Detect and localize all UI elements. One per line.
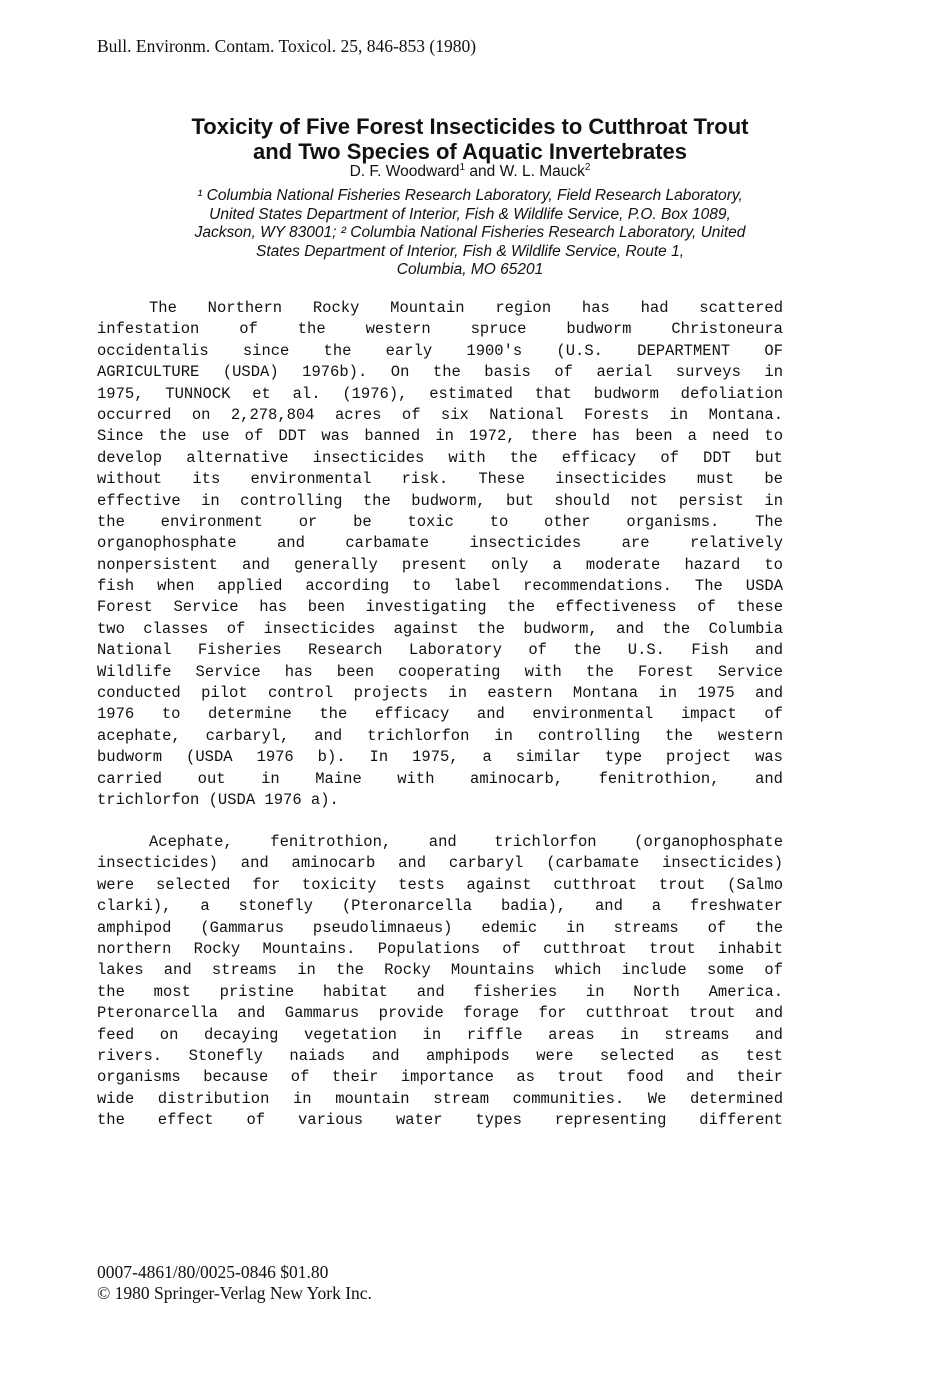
- text-line: National Fisheries Research Laboratory of the U.S. Fish and: [97, 641, 783, 660]
- text-line: feed on decaying vegetation in riffle areas in streams and: [97, 1025, 783, 1044]
- text-line: the effect of various water types representing different: [97, 1111, 783, 1130]
- affiliation-marker: 1: [459, 161, 466, 173]
- text-line: the most pristine habitat and fisheries in North America.: [97, 982, 783, 1001]
- text-line: lakes and streams in the Rocky Mountains which include some of: [97, 961, 783, 980]
- affiliation-line: Jackson, WY 83001; ² Columbia National Fisheries Research Laboratory, United: [194, 224, 746, 241]
- text-line: insecticides) and aminocarb and carbaryl (carbamate insecticides): [97, 854, 783, 873]
- author-name: W. L. Mauck: [499, 163, 585, 180]
- title-line: Toxicity of Five Forest Insecticides to Cutthroat Trout: [191, 114, 749, 139]
- text-line: 1975, TUNNOCK et al. (1976), estimated that budworm defoliation: [97, 384, 783, 403]
- article-title: [90, 114, 850, 164]
- issn-price: 0007-4861/80/0025-0846 $01.80: [97, 1262, 329, 1282]
- text-line: without its environmental risk. These insecticides must be: [97, 470, 783, 489]
- affiliation-line: Columbia, MO 65201: [396, 261, 544, 278]
- body-paragraph-2: [97, 832, 783, 1131]
- affiliation-line: United States Department of Interior, Fish & Wildlife Service, P.O. Box 1089,: [209, 205, 731, 223]
- text-line: Forest Service has been investigating the effectiveness of these: [97, 598, 783, 617]
- text-line: nonpersistent and generally present only a moderate hazard to: [97, 555, 783, 574]
- author-conjunction: and: [465, 163, 500, 180]
- text-line: wide distribution in mountain stream communities. We determined: [97, 1089, 783, 1108]
- text-line: budworm (USDA 1976 b). In 1975, a similar type project was: [97, 748, 783, 767]
- text-line: 1976 to determine the efficacy and environmental impact of: [97, 705, 783, 724]
- text-line: occidentalis since the early 1900's (U.S. DEPARTMENT OF: [97, 341, 783, 360]
- text-line: infestation of the western spruce budworm Christoneura: [97, 320, 783, 339]
- text-line: amphipod (Gammarus pseudolimnaeus) edemic in streams of the: [97, 918, 783, 937]
- text-line: clarki), a stonefly (Pteronarcella badia), and a freshwater: [97, 897, 783, 916]
- copyright-footer: [97, 1262, 372, 1304]
- text-line: organophosphate and carbamate insecticides are relatively: [97, 534, 783, 553]
- copyright-notice: © 1980 Springer-Verlag New York Inc.: [97, 1283, 372, 1303]
- text-line: were selected for toxicity tests against cutthroat trout (Salmo: [97, 875, 783, 894]
- affiliations: [90, 187, 850, 280]
- text-line: the environment or be toxic to other organisms. The: [97, 512, 783, 531]
- text-line: Pteronarcella and Gammarus provide forage for cutthroat trout and: [97, 1004, 783, 1023]
- text-line: trichlorfon (USDA 1976 a).: [97, 790, 339, 809]
- text-line: effective in controlling the budworm, but should not persist in: [97, 491, 783, 510]
- text-line: AGRICULTURE (USDA) 1976b). On the basis of aerial surveys in: [97, 363, 783, 382]
- author-name: D. F. Woodward: [349, 163, 460, 180]
- text-line: northern Rocky Mountains. Populations of cutthroat trout inhabit: [97, 939, 783, 958]
- affiliation-marker: 2: [584, 161, 591, 173]
- text-line: The Northern Rocky Mountain region has had scattered: [149, 299, 783, 317]
- text-line: acephate, carbaryl, and trichlorfon in controlling the western: [97, 726, 783, 745]
- journal-citation: Bull. Environm. Contam. Toxicol. 25, 846-853 (1980): [97, 36, 477, 56]
- text-line: occurred on 2,278,804 acres of six National Forests in Montana.: [97, 405, 783, 424]
- author-line: [90, 162, 850, 182]
- affiliation-line: ¹ Columbia National Fisheries Research Laboratory, Field Research Laboratory,: [197, 187, 743, 204]
- title-line: and Two Species of Aquatic Invertebrates: [253, 139, 687, 164]
- text-line: Wildlife Service has been cooperating with the Forest Service: [97, 662, 783, 681]
- text-line: two classes of insecticides against the budworm, and the Columbia: [97, 619, 783, 638]
- text-line: rivers. Stonefly naiads and amphipods were selected as test: [97, 1046, 783, 1065]
- text-line: conducted pilot control projects in eastern Montana in 1975 and: [97, 684, 783, 703]
- text-line: organisms because of their importance as trout food and their: [97, 1068, 783, 1087]
- affiliation-line: States Department of Interior, Fish & Wildlife Service, Route 1,: [255, 242, 684, 260]
- text-line: fish when applied according to label recommendations. The USDA: [97, 577, 783, 596]
- text-line: Since the use of DDT was banned in 1972, there has been a need to: [97, 427, 783, 446]
- body-paragraph-1: [97, 298, 783, 811]
- text-line: develop alternative insecticides with the efficacy of DDT but: [97, 448, 783, 467]
- text-line: Acephate, fenitrothion, and trichlorfon (organophosphate: [149, 833, 783, 851]
- text-line: carried out in Maine with aminocarb, fenitrothion, and: [97, 769, 783, 788]
